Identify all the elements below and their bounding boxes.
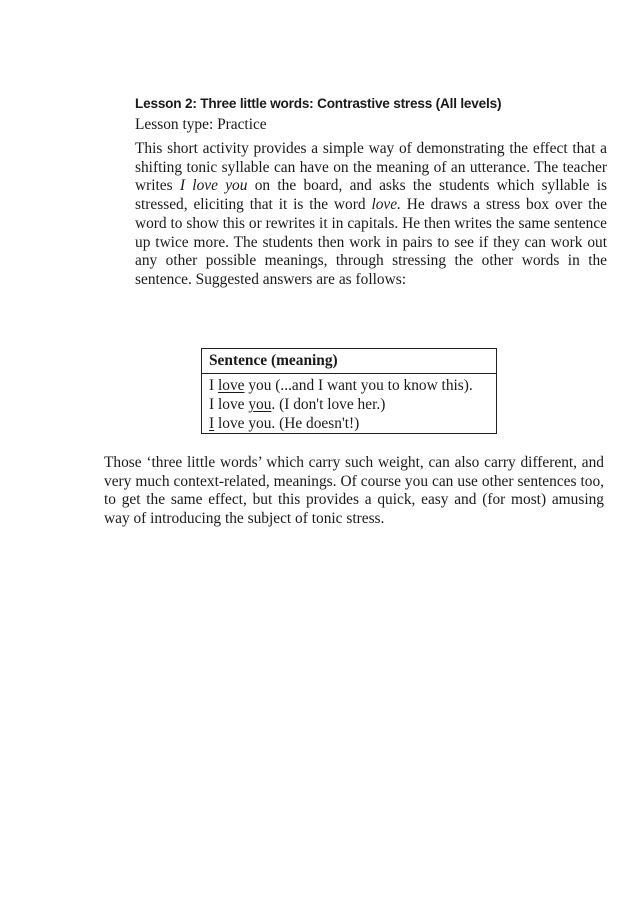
table-row <box>209 395 496 414</box>
row-text-after: . (I don't love her.) <box>271 396 386 413</box>
intro-text-part3: He draws a stress box over the word to show this or rewrites it in capitals. He then writes the same sentence up twice more. The students then work in pairs to see if they can work out any other possible meanings, through stressing the other words in the sentence. Suggested answers are as follows: <box>135 196 607 288</box>
intro-text-part1: This short activity provides a simple way of demonstrating the effect that a shifting tonic syllable can have on the meaning of an utterance. The teacher writes <box>135 140 607 195</box>
stressed-word: love <box>217 377 245 394</box>
table-row <box>209 376 496 395</box>
intro-word-italic: love. <box>371 196 401 214</box>
intro-paragraph <box>135 140 607 290</box>
intro-text-part2: on the board, and asks the students which syllable is stressed, eliciting that it is the word <box>135 177 607 214</box>
row-text-after: you (...and I want you to know this). <box>244 377 473 394</box>
stressed-word: you <box>248 396 272 413</box>
closing-paragraph: Those ‘three little words’ which carry such weight, can also carry different, and very much context-related, meanings. Of course you can use other sentences too, to get the same effect, but this provides a quick, easy and (for most) amusing way of introducing the subject of tonic stress. <box>104 454 604 528</box>
table-body <box>202 374 496 433</box>
table-header: Sentence (meaning) <box>202 349 496 374</box>
stressed-word: I <box>209 415 215 432</box>
intro-example-italic: I love you <box>179 177 248 195</box>
lesson-type-line: Lesson type: Practice <box>135 116 267 133</box>
table-row <box>209 414 496 433</box>
row-text-after: love you. (He doesn't!) <box>214 415 360 432</box>
row-text-before: I <box>209 377 218 394</box>
row-text-before: I love <box>209 396 249 413</box>
lesson-heading: Lesson 2: Three little words: Contrastive stress (All levels) <box>135 96 502 111</box>
sentence-meaning-table <box>201 348 497 434</box>
